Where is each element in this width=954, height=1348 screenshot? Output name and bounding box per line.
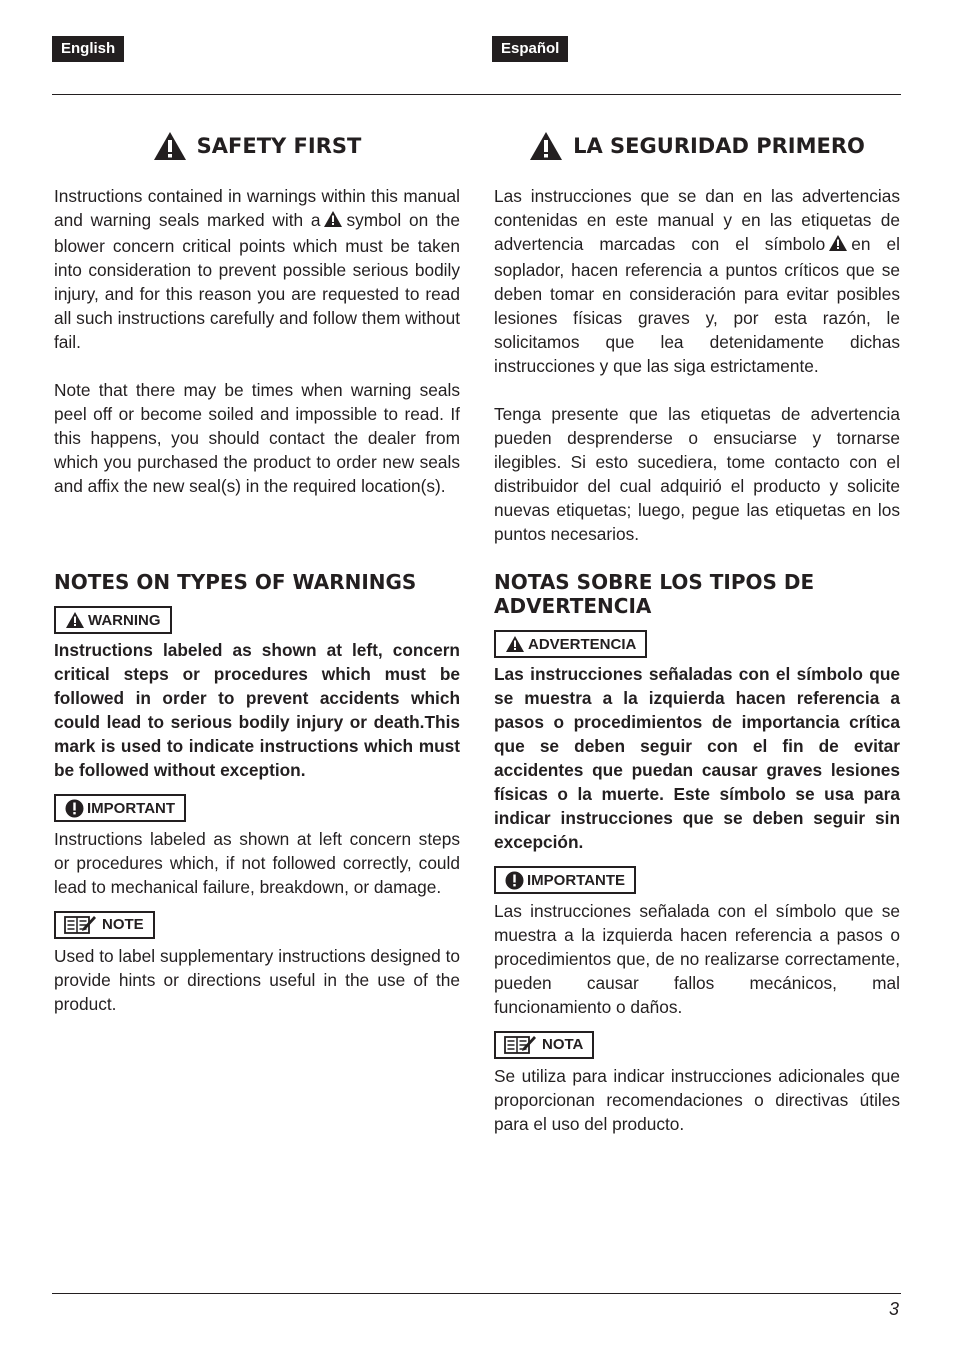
- importante-badge: [494, 866, 636, 894]
- notes-heading: NOTES ON TYPES OF WARNINGS: [54, 570, 417, 594]
- safety-first-title: SAFETY FIRST: [196, 134, 362, 158]
- seguridad-title: LA SEGURIDAD PRIMERO: [573, 134, 865, 158]
- exclamation-circle-icon: [65, 799, 84, 818]
- note-description: Used to label supplementary instructions designed to provide hints or directions useful in the use of the product.: [54, 945, 460, 1014]
- warning-triangle-icon: [153, 131, 187, 161]
- notas-heading: NOTAS SOBRE LOS TIPOS DE ADVERTENCIA: [494, 570, 815, 618]
- warning-badge: [54, 606, 172, 634]
- advertencia-label: ADVERTENCIA: [528, 635, 637, 653]
- warning-description: Instructions labeled as shown at left, concern critical steps or procedures which must be followed in order to prevent accidents which could lead to serious bodily injury or death.This mark is used to indicate instructions which must be followed without exception.: [54, 640, 460, 780]
- warning-triangle-icon: [65, 611, 85, 629]
- note-pad-icon: [504, 1035, 536, 1055]
- warning-triangle-icon: [529, 131, 563, 161]
- seguridad-p1-start: Las instrucciones que se dan en las advertencias contenidas en este manual y en las etiquetas de advertencia marcadas con el símbolo: [494, 186, 900, 254]
- note-label: NOTE: [102, 916, 144, 933]
- safety-p1-start: Instructions contained in warnings within this manual and warning seals marked with a: [54, 186, 460, 230]
- language-tag-english: English: [52, 36, 124, 62]
- warning-triangle-icon: [828, 234, 848, 258]
- exclamation-circle-icon: [505, 871, 524, 890]
- important-description: Instructions labeled as shown at left concern steps or procedures which, if not followed correctly, could lead to mechanical failure, breakdown, or damage.: [54, 828, 460, 897]
- seguridad-paragraph-1: [494, 184, 900, 378]
- warning-label: WARNING: [88, 611, 161, 629]
- important-badge: [54, 794, 186, 822]
- top-rule: [52, 94, 901, 95]
- safety-p1-end: symbol on the blower concern critical points which must be taken into consideration to prevent possible serious bodily injury, and for this reason you are requested to read all such instructions carefully and follow them without fail.: [54, 210, 460, 352]
- note-badge: [54, 911, 155, 939]
- language-tag-spanish: Español: [492, 36, 568, 62]
- advertencia-description: Las instrucciones señaladas con el símbolo que se muestra a la izquierda hacen referencia a pasos o procedimientos de importancia crítica que se deben seguir con el fin de evitar accidentes que puedan causar graves lesiones físicas o la muerte. Este símbolo se usa para indicar instrucciones que se deben seguir sin excepción.: [494, 664, 900, 852]
- importante-description: Las instrucciones señalada con el símbolo que se muestra a la izquierda hacen referencia a pasos o procedimientos que, de no realizarse correctamente, pueden causar fallos mecánicos, mal funcionamiento o daños.: [494, 900, 900, 1017]
- nota-badge: [494, 1031, 594, 1059]
- page-number: 3: [888, 1299, 899, 1319]
- safety-first-heading: [54, 128, 460, 164]
- seguridad-paragraph-2: Tenga presente que las etiquetas de advertencia pueden desprenderse o ensuciarse y tornarse ilegibles. Si esto sucediera, tome contacto con el distribuidor del cual adquirió el producto y solicite nuevas etiquetas; luego, pegue las etiquetas en los puntos necesarios.: [494, 404, 900, 544]
- important-label: IMPORTANT: [87, 799, 176, 817]
- english-column: [54, 128, 460, 1016]
- spanish-column: [494, 128, 900, 1136]
- seguridad-heading: [494, 128, 900, 164]
- bottom-rule: [52, 1293, 901, 1294]
- nota-description: Se utiliza para indicar instrucciones adicionales que proporcionan recomendaciones o directivas útiles para el uso del producto.: [494, 1065, 900, 1134]
- advertencia-badge: [494, 630, 647, 658]
- warning-triangle-icon: [323, 210, 343, 234]
- seguridad-p1-end: en el soplador, hacen referencia a puntos críticos que se deben tomar en consideración para evitar posibles lesiones físicas graves y, por esta razón, le solicitamos que lea detenidamente dichas instrucciones y que las siga estrictamente.: [494, 234, 900, 376]
- safety-paragraph-1: [54, 184, 460, 354]
- warning-triangle-icon: [505, 635, 525, 653]
- note-pad-icon: [64, 915, 96, 935]
- nota-label: NOTA: [542, 1036, 584, 1053]
- importante-label: IMPORTANTE: [527, 871, 626, 889]
- safety-paragraph-2: Note that there may be times when warning seals peel off or become soiled and impossible to read. If this happens, you should contact the dealer from which you purchased the product to order new seals and affix the new seal(s) in the required location(s).: [54, 380, 460, 496]
